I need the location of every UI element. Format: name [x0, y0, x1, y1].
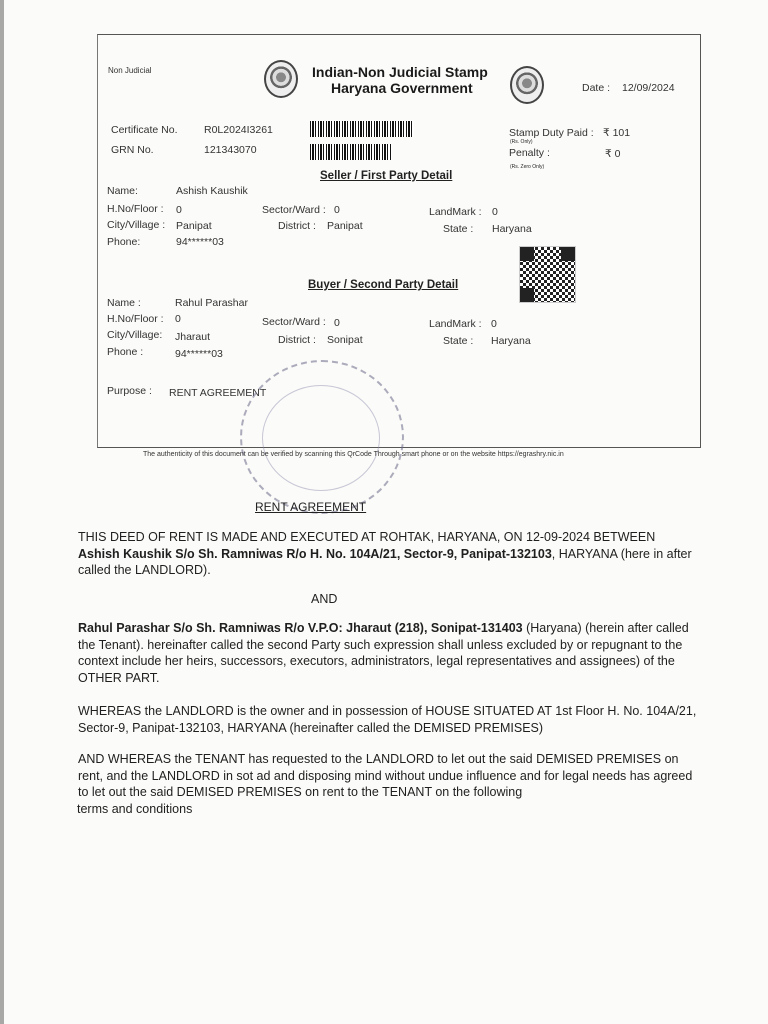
- verification-qr-code: [519, 246, 576, 303]
- penalty-value: ₹ 0: [605, 148, 621, 160]
- verification-note: The authenticity of this document can be verified by scanning this QrCode Through smart phone or on the website https://egrashry.nic.in: [143, 451, 564, 458]
- certificate-value: R0L2024I3261: [204, 124, 273, 136]
- stamp-title: Indian-Non Judicial Stamp: [312, 64, 488, 80]
- seller-name-label: Name:: [107, 185, 138, 197]
- buyer-phone: 94******03: [175, 348, 223, 360]
- date-value: 12/09/2024: [622, 82, 675, 94]
- certificate-label: Certificate No.: [111, 124, 178, 136]
- p1-text-b: Ashish Kaushik S/o Sh. Ramniwas R/o H. No. 104A/21, Sector-9, Panipat-132103: [78, 546, 552, 561]
- stamp-duty-value: ₹ 101: [603, 127, 631, 139]
- agreement-heading: RENT AGREEMENT: [255, 500, 367, 514]
- seller-district-label: District :: [278, 220, 316, 232]
- non-judicial-label: Non Judicial: [108, 66, 152, 75]
- state-emblem-icon: [264, 60, 298, 98]
- buyer-phone-label: Phone :: [107, 346, 144, 358]
- paragraph-whereas-owner: WHEREAS the LANDLORD is the owner and in possession of HOUSE SITUATED AT 1st Floor H. No. 104A/21, Sector-9, Panipat-132103, HARYANA (hereinafter called the DEMISED PREMISES): [78, 704, 697, 735]
- and-separator: AND: [311, 592, 338, 606]
- buyer-hno: 0: [175, 313, 181, 325]
- seller-city-label: City/Village :: [107, 219, 166, 231]
- buyer-landmark: 0: [491, 318, 497, 330]
- p2-text-a: Rahul Parashar S/o Sh. Ramniwas R/o V.P.O: Jharaut (218), Sonipat-131403: [78, 621, 523, 635]
- seller-hno: 0: [176, 204, 182, 216]
- stamp-subtitle: Haryana Government: [331, 80, 473, 96]
- stamp-duty-sub: (Rs. Only): [510, 139, 533, 145]
- buyer-city-label: City/Village:: [107, 329, 163, 341]
- buyer-name: Rahul Parashar: [175, 297, 248, 309]
- seller-landmark-label: LandMark :: [429, 206, 482, 218]
- grn-value: 121343070: [204, 144, 257, 156]
- buyer-district-label: District :: [278, 334, 316, 346]
- buyer-section-title: Buyer / Second Party Detail: [308, 279, 459, 291]
- purpose-label: Purpose :: [107, 385, 152, 397]
- seller-phone: 94******03: [176, 236, 224, 248]
- seller-name: Ashish Kaushik: [176, 185, 248, 197]
- seller-district: Panipat: [327, 220, 363, 232]
- stamp-duty-label: Stamp Duty Paid :: [509, 127, 594, 139]
- paragraph-whereas-tenant: AND WHEREAS the TENANT has requested to the LANDLORD to let out the said DEMISED PREMISES on rent, and the LANDLORD in sot ad and disposing mind without undue influence and for legal needs has agreed to let out the said DEMISED PREMISES on rent to the TENANT on the following: [78, 752, 693, 799]
- state-emblem-icon: [510, 66, 544, 104]
- date-label: Date :: [582, 82, 611, 94]
- seller-sector: 0: [334, 204, 340, 216]
- buyer-sector: 0: [334, 317, 340, 329]
- page-edge-shadow: [0, 0, 4, 1024]
- seller-section-title: Seller / First Party Detail: [320, 170, 453, 182]
- seller-phone-label: Phone:: [107, 236, 141, 248]
- seller-landmark: 0: [492, 206, 498, 218]
- grn-label: GRN No.: [111, 144, 154, 156]
- p2-text-b: (Haryana) (herein after called the Tenant). hereinafter called the second Party such expression shall unless excluded by or repugnant to the context include her heirs, successors, executors, administrators, legal representatives and assignees) of the OTHER PART.: [78, 621, 689, 685]
- terms-and-conditions: terms and conditions: [77, 802, 193, 816]
- buyer-sector-label: Sector/Ward :: [262, 316, 326, 328]
- penalty-label: Penalty :: [509, 147, 550, 159]
- buyer-district: Sonipat: [327, 334, 363, 346]
- p1-text-a: THIS DEED OF RENT IS MADE AND EXECUTED AT ROHTAK, HARYANA, ON 12-09-2024 BETWEEN: [78, 530, 656, 544]
- certificate-barcode: [310, 121, 414, 137]
- seller-hno-label: H.No/Floor :: [107, 203, 164, 215]
- buyer-name-label: Name :: [107, 297, 141, 309]
- seller-sector-label: Sector/Ward :: [262, 204, 326, 216]
- purpose-value: RENT AGREEMENT: [169, 387, 267, 399]
- buyer-state: Haryana: [491, 335, 531, 347]
- buyer-state-label: State :: [443, 335, 474, 347]
- penalty-sub: (Rs. Zero Only): [510, 164, 545, 170]
- notary-seal-inner-ring: [262, 385, 380, 491]
- paragraph-parties-landlord: [78, 529, 698, 579]
- buyer-landmark-label: LandMark :: [429, 318, 482, 330]
- grn-barcode: [310, 144, 392, 160]
- seller-city: Panipat: [176, 220, 212, 232]
- paragraph-parties-tenant: [78, 620, 698, 686]
- buyer-hno-label: H.No/Floor :: [107, 313, 164, 325]
- p1-text-c: , HARYANA (here in after called the LANDLORD).: [78, 546, 692, 577]
- seller-state: Haryana: [492, 223, 532, 235]
- buyer-city: Jharaut: [175, 331, 211, 343]
- seller-state-label: State :: [443, 223, 474, 235]
